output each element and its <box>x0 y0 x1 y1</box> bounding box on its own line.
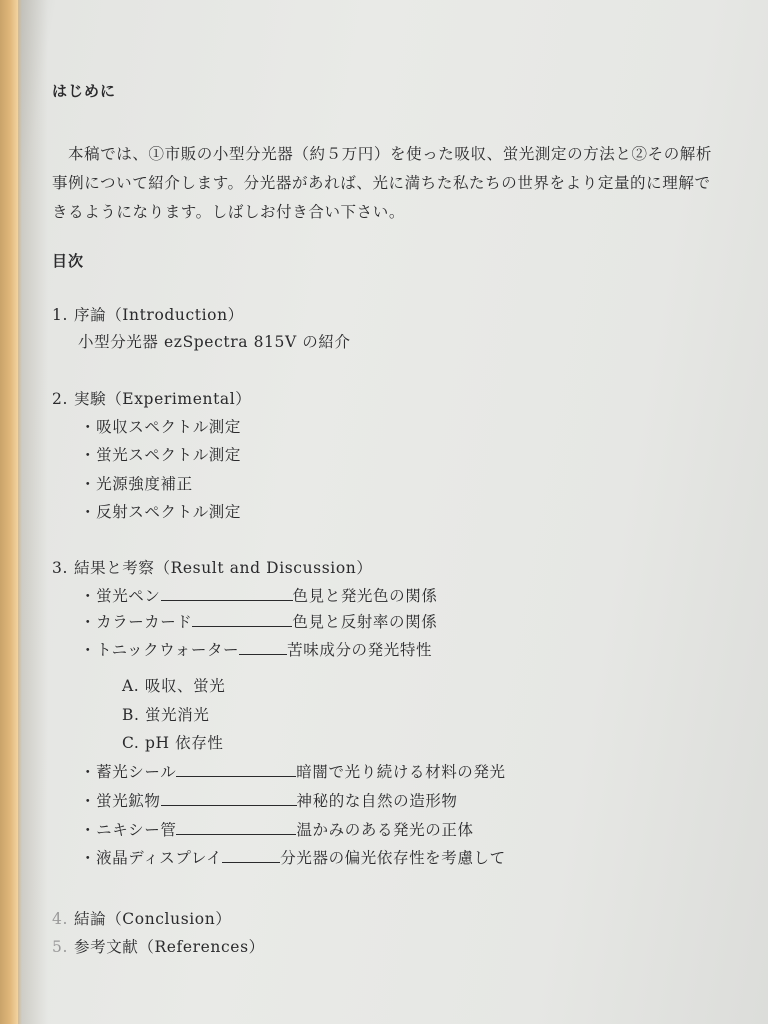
toc-item: ・光源強度補正 <box>80 475 193 493</box>
leader-line <box>222 850 280 863</box>
result-label: ・液晶ディスプレイ <box>80 849 223 867</box>
result-item <box>80 846 506 868</box>
toc-section-1 <box>52 303 244 325</box>
toc-section-5 <box>52 935 265 957</box>
result-label: ・蛍光ペン <box>80 587 161 605</box>
toc-section-2 <box>52 387 251 409</box>
result-desc: 色見と反射率の関係 <box>292 613 438 631</box>
section-number: 1. <box>52 306 68 324</box>
leader-line <box>192 614 292 627</box>
leader-line <box>176 764 296 777</box>
result-item <box>80 789 458 811</box>
toc-heading: 目次 <box>52 252 85 270</box>
result-desc: 温かみのある発光の正体 <box>296 821 474 839</box>
result-item <box>80 610 437 632</box>
result-item <box>80 638 432 660</box>
section-title: 実験（Experimental） <box>74 390 252 408</box>
intro-line: きるようになります。しばしお付き合い下さい。 <box>52 203 405 221</box>
result-item <box>80 760 506 782</box>
section-title: 参考文献（References） <box>74 938 265 956</box>
toc-item: ・蛍光スペクトル測定 <box>80 446 242 464</box>
result-label: ・ニキシー管 <box>80 821 177 839</box>
tonic-subitem: B. 蛍光消光 <box>122 706 210 724</box>
leader-line <box>161 793 297 806</box>
result-label: ・カラーカード <box>80 613 193 631</box>
result-desc: 苦味成分の発光特性 <box>287 641 433 659</box>
spine-shadow <box>18 0 48 1024</box>
leader-line <box>161 588 293 601</box>
section-title: 序論（Introduction） <box>74 306 244 324</box>
tonic-subitem: C. pH 依存性 <box>122 734 224 752</box>
section-number: 4. <box>52 910 68 928</box>
result-desc: 暗闇で光り続ける材料の発光 <box>296 763 506 781</box>
section-number: 3. <box>52 559 68 577</box>
result-label: ・蛍光鉱物 <box>80 792 161 810</box>
toc-section-1-sub: 小型分光器 ezSpectra 815V の紹介 <box>78 333 351 351</box>
result-label: ・トニックウォーター <box>80 641 240 659</box>
intro-line: 本稿では、①市販の小型分光器（約５万円）を使った吸収、蛍光測定の方法と②その解析 <box>68 145 713 163</box>
section-number: 5. <box>52 938 68 956</box>
result-label: ・蓄光シール <box>80 763 177 781</box>
toc-section-4 <box>52 907 231 929</box>
result-item <box>80 818 474 840</box>
toc-section-3 <box>52 556 372 578</box>
toc-item: ・吸収スペクトル測定 <box>80 418 242 436</box>
result-item <box>80 584 437 606</box>
toc-item: ・反射スペクトル測定 <box>80 503 242 521</box>
intro-line: 事例について紹介します。分光器があれば、光に満ちた私たちの世界をより定量的に理解で <box>52 174 711 192</box>
section-number: 2. <box>52 390 68 408</box>
intro-paragraph <box>52 140 722 227</box>
intro-heading: はじめに <box>52 82 117 100</box>
result-desc: 色見と発光色の関係 <box>292 587 438 605</box>
tonic-subitem: A. 吸収、蛍光 <box>122 677 226 695</box>
result-desc: 分光器の偏光依存性を考慮して <box>280 849 506 867</box>
leader-line <box>239 642 287 655</box>
section-title: 結論（Conclusion） <box>74 910 232 928</box>
section-title: 結果と考察（Result and Discussion） <box>74 559 373 577</box>
result-desc: 神秘的な自然の造形物 <box>296 792 458 810</box>
leader-line <box>176 822 296 835</box>
